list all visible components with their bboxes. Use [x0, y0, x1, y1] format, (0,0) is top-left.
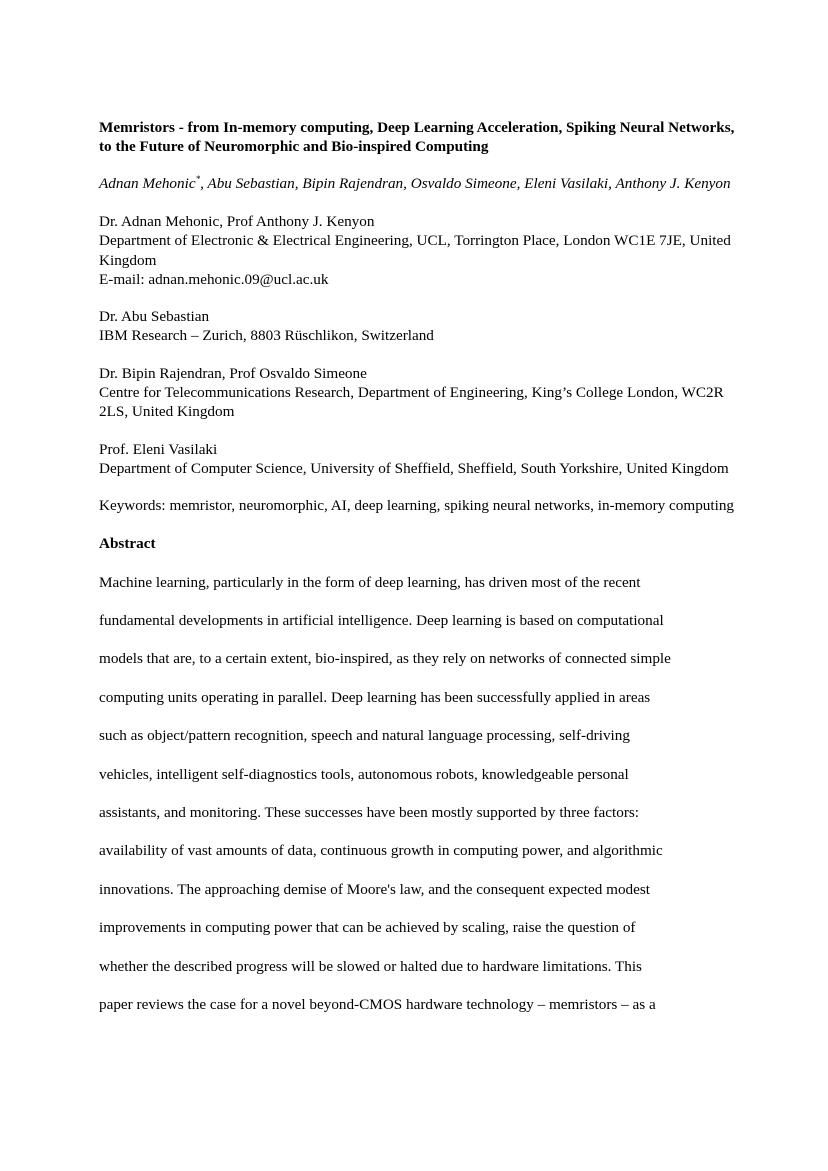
- abstract-line: such as object/pattern recognition, speech and natural language processing, self-driving: [99, 727, 630, 745]
- abstract-line: assistants, and monitoring. These successes have been mostly supported by three factors:: [99, 804, 640, 821]
- affiliation-address: Department of Computer Science, University of Sheffield, Sheffield, South Yorkshire, United Kingdom: [99, 459, 729, 477]
- affiliation-names: Prof. Eleni Vasilaki: [99, 440, 218, 458]
- affiliation-names: Dr. Bipin Rajendran, Prof Osvaldo Simeone: [99, 364, 367, 382]
- affiliation-address: IBM Research – Zurich, 8803 Rüschlikon, Switzerland: [99, 327, 434, 345]
- abstract-line: models that are, to a certain extent, bio-inspired, as they rely on networks of connected simple: [99, 650, 671, 668]
- abstract-line: paper reviews the case for a novel beyond-CMOS hardware technology – memristors – as a: [99, 996, 656, 1014]
- affiliation-3: [99, 364, 739, 422]
- paper-title: Memristors - from In-memory computing, Deep Learning Acceleration, Spiking Neural Networks, to the Future of Neuromorphic and Bio-inspired Computing: [99, 119, 735, 155]
- abstract-line: computing units operating in parallel. Deep learning has been successfully applied in areas: [99, 688, 651, 706]
- abstract-line: improvements in computing power that can be achieved by scaling, raise the question of: [99, 919, 636, 937]
- co-authors: , Abu Sebastian, Bipin Rajendran, Osvaldo Simeone, Eleni Vasilaki, Anthony J. Kenyon: [200, 175, 731, 192]
- abstract-heading: Abstract: [99, 534, 156, 552]
- affiliation-address: Department of Electronic & Electrical Engineering, UCL, Torrington Place, London WC1E 7JE, United Kingdom: [99, 232, 731, 269]
- author-list: [99, 174, 739, 194]
- abstract-line: innovations. The approaching demise of Moore's law, and the consequent expected modest: [99, 880, 651, 898]
- affiliation-2: [99, 307, 739, 346]
- affiliation-4: [99, 440, 739, 479]
- abstract-line: Machine learning, particularly in the form of deep learning, has driven most of the recent: [99, 573, 641, 591]
- corresponding-author: Adnan Mehonic: [99, 175, 196, 192]
- affiliation-names: Dr. Adnan Mehonic, Prof Anthony J. Kenyon: [99, 213, 375, 230]
- paper-page: [99, 118, 739, 1024]
- affiliation-names: Dr. Abu Sebastian: [99, 308, 210, 326]
- affiliation-1: [99, 212, 739, 289]
- abstract-body: [99, 564, 739, 1025]
- abstract-line: availability of vast amounts of data, continuous growth in computing power, and algorithmic: [99, 842, 663, 860]
- abstract-line: vehicles, intelligent self-diagnostics tools, autonomous robots, knowledgeable personal: [99, 765, 629, 783]
- affiliation-email: E-mail: adnan.mehonic.09@ucl.ac.uk: [99, 270, 329, 288]
- corresponding-mark: *: [195, 174, 201, 184]
- affiliation-address: Centre for Telecommunications Research, Department of Engineering, King’s College London, WC2R 2LS, United Kingdom: [99, 384, 724, 421]
- abstract-line: fundamental developments in artificial intelligence. Deep learning is based on computational: [99, 611, 664, 629]
- keywords: Keywords: memristor, neuromorphic, AI, deep learning, spiking neural networks, in-memory computing: [99, 497, 735, 515]
- abstract-line: whether the described progress will be slowed or halted due to hardware limitations. This: [99, 957, 642, 975]
